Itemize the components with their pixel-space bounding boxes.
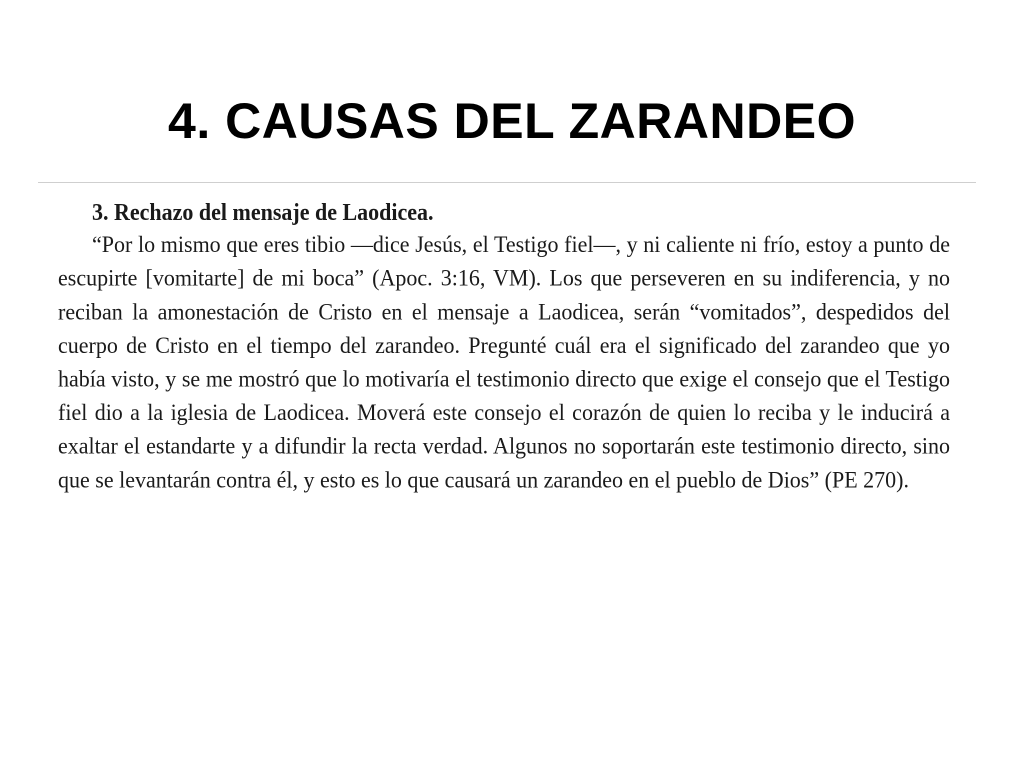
divider bbox=[38, 182, 976, 183]
excerpt-heading: 3. Rechazo del mensaje de Laodicea. bbox=[92, 198, 434, 226]
document-excerpt bbox=[58, 196, 950, 493]
slide-title: 4. CAUSAS DEL ZARANDEO bbox=[168, 92, 856, 149]
excerpt-body: “Por lo mismo que eres tibio —dice Jesús, el Testigo fiel—, y ni caliente ni frío, estoy a punto de escupirte [vomitarte] de mi boca” (Apoc. 3:16, VM). Los que perseveren en su indiferencia, y no reciban la amonestación de Cristo en el mensaje a Laodicea, serán “vomitados”, despedidos del cuerpo de Cristo en el tiempo del zarandeo. Pregunté cuál era el significado del zarandeo que yo había visto, y se me mostró que lo motivaría el testimonio directo que exige el consejo que el Testigo fiel dio a la iglesia de Laodicea. Moverá este consejo el corazón de quien lo reciba y le inducirá a exaltar el estandarte y a difundir la recta verdad. Algunos no soportarán este testimonio directo, sino que se levantarán contra él, y esto es lo que causará un zarandeo en el pueblo de Dios” (PE 270). bbox=[58, 231, 950, 493]
